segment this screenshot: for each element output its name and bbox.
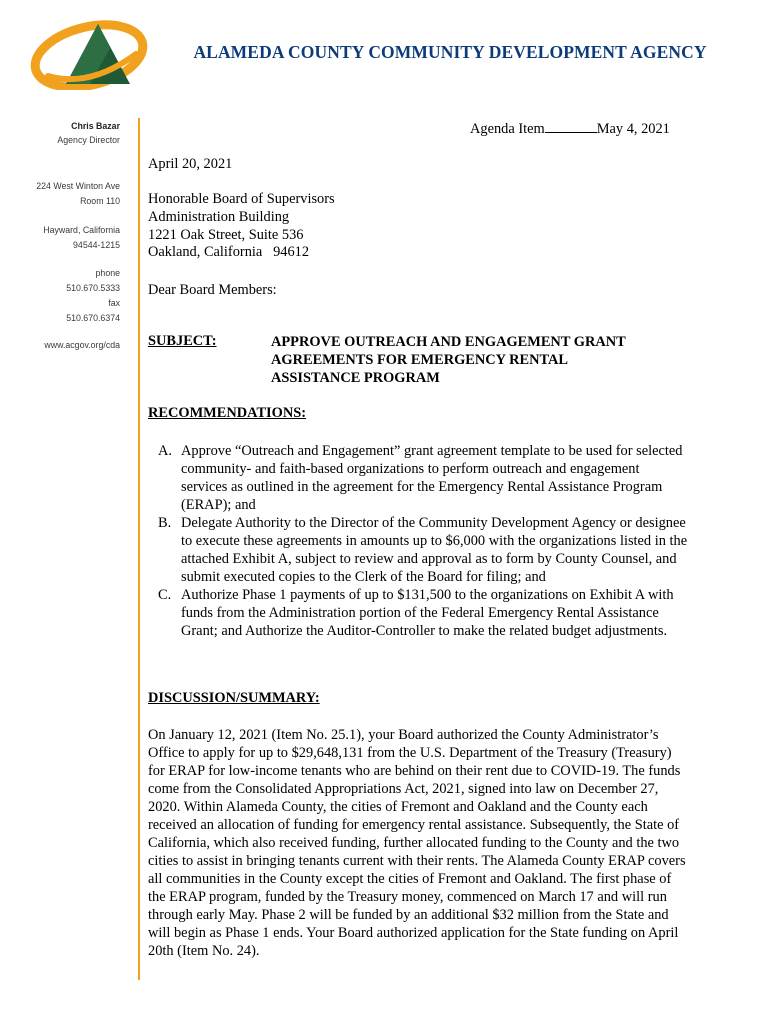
list-item-letter: A. [158, 443, 172, 459]
agency-title: ALAMEDA COUNTY COMMUNITY DEVELOPMENT AGENCY [193, 42, 707, 62]
salutation: Dear Board Members: [148, 282, 277, 298]
website-link[interactable]: www.acgov.org/cda [44, 340, 120, 350]
recommendations-list [158, 442, 688, 640]
list-item-letter: B. [158, 515, 172, 531]
fax-label: fax [108, 298, 120, 308]
address-line1: 224 West Winton Ave [36, 181, 120, 191]
list-item-text: Authorize Phase 1 payments of up to $131,500 to the organizations on Exhibit A with funds from the Administration portion of the Federal Emergency Rental Assistance Grant; and Authorize the Auditor-Controller to make the related budget adjustments. [181, 587, 674, 639]
agenda-blank [545, 120, 597, 133]
address-line2: Room 110 [80, 196, 120, 206]
subject-text [271, 333, 671, 387]
agency-logo-icon [30, 18, 148, 90]
letter-date: April 20, 2021 [148, 156, 233, 172]
agenda-item [470, 120, 670, 138]
subject-label: SUBJECT: [148, 333, 217, 349]
subject-line: ASSISTANCE PROGRAM [271, 370, 440, 386]
sidebar-divider [138, 118, 140, 980]
agenda-date: May 4, 2021 [596, 121, 670, 137]
list-item-letter: C. [158, 587, 172, 603]
phone-label: phone [95, 268, 120, 278]
subject-line: AGREEMENTS FOR EMERGENCY RENTAL [271, 352, 569, 368]
list-item [158, 514, 688, 586]
recipient-line: Administration Building [148, 208, 290, 225]
phone-number: 510.670.5333 [66, 283, 120, 293]
recipient-line: 1221 Oak Street, Suite 536 [148, 226, 304, 243]
address-zip: 94544-1215 [73, 240, 120, 250]
subject-line: APPROVE OUTREACH AND ENGAGEMENT GRANT [271, 334, 626, 350]
director-role: Agency Director [57, 135, 120, 145]
fax-number: 510.670.6374 [66, 313, 120, 323]
recipient-line: Oakland, California 94612 [148, 244, 310, 261]
list-item-text: Approve “Outreach and Engagement” grant agreement template to be used for selected community- and faith-based organizations to perform outreach and engagement services as outlined in the agreement for the Emergency Rental Assistance Program (ERAP); and [181, 443, 683, 513]
address-city: Hayward, California [43, 225, 120, 235]
recipient-line: Honorable Board of Supervisors [148, 191, 335, 207]
recommendations-heading: RECOMMENDATIONS: [148, 405, 307, 421]
list-item-text: Delegate Authority to the Director of the Community Development Agency or designee to execute these agreements in amounts up to $6,000 with the organizations listed in the attached Exhibit A, subject to review and approval as to form by County Counsel, and submit executed copies to the Clerk of the Board for filing; and [181, 515, 688, 585]
recipient-address [148, 191, 335, 262]
list-item [158, 442, 688, 514]
discussion-heading: DISCUSSION/SUMMARY: [148, 690, 320, 706]
discussion-paragraph: On January 12, 2021 (Item No. 25.1), your Board authorized the County Administrator’s Office to apply for up to $29,648,131 from the U.S. Department of the Treasury (Treasury) for ERAP for low-income tenants who are behind on their rent due to COVID-19. The funds come from the Consolidated Appropriations Act, 2021, signed into law on December 27, 2020. Within Alameda County, the cities of Fremont and Oakland and the County each received an allocation of funding for emergency rental assistance. Subsequently, the State of California, which also received funding, further allocated funding to the County and the two cities to assist in bringing tenants current with their rents. The Alameda County ERAP covers all communities in the County except the cities of Fremont and Oakland. The first phase of the ERAP program, funded by the Treasury money, commenced on March 17 and will run through early May. Phase 2 will be funded by an additional $32 million from the State and will begin as Phase 1 ends. Your Board authorized application for the State funding on April 20th (Item No. 24). [148, 727, 686, 959]
agenda-prefix: Agenda Item [470, 121, 545, 137]
list-item [158, 586, 688, 640]
director-name: Chris Bazar [71, 121, 120, 131]
